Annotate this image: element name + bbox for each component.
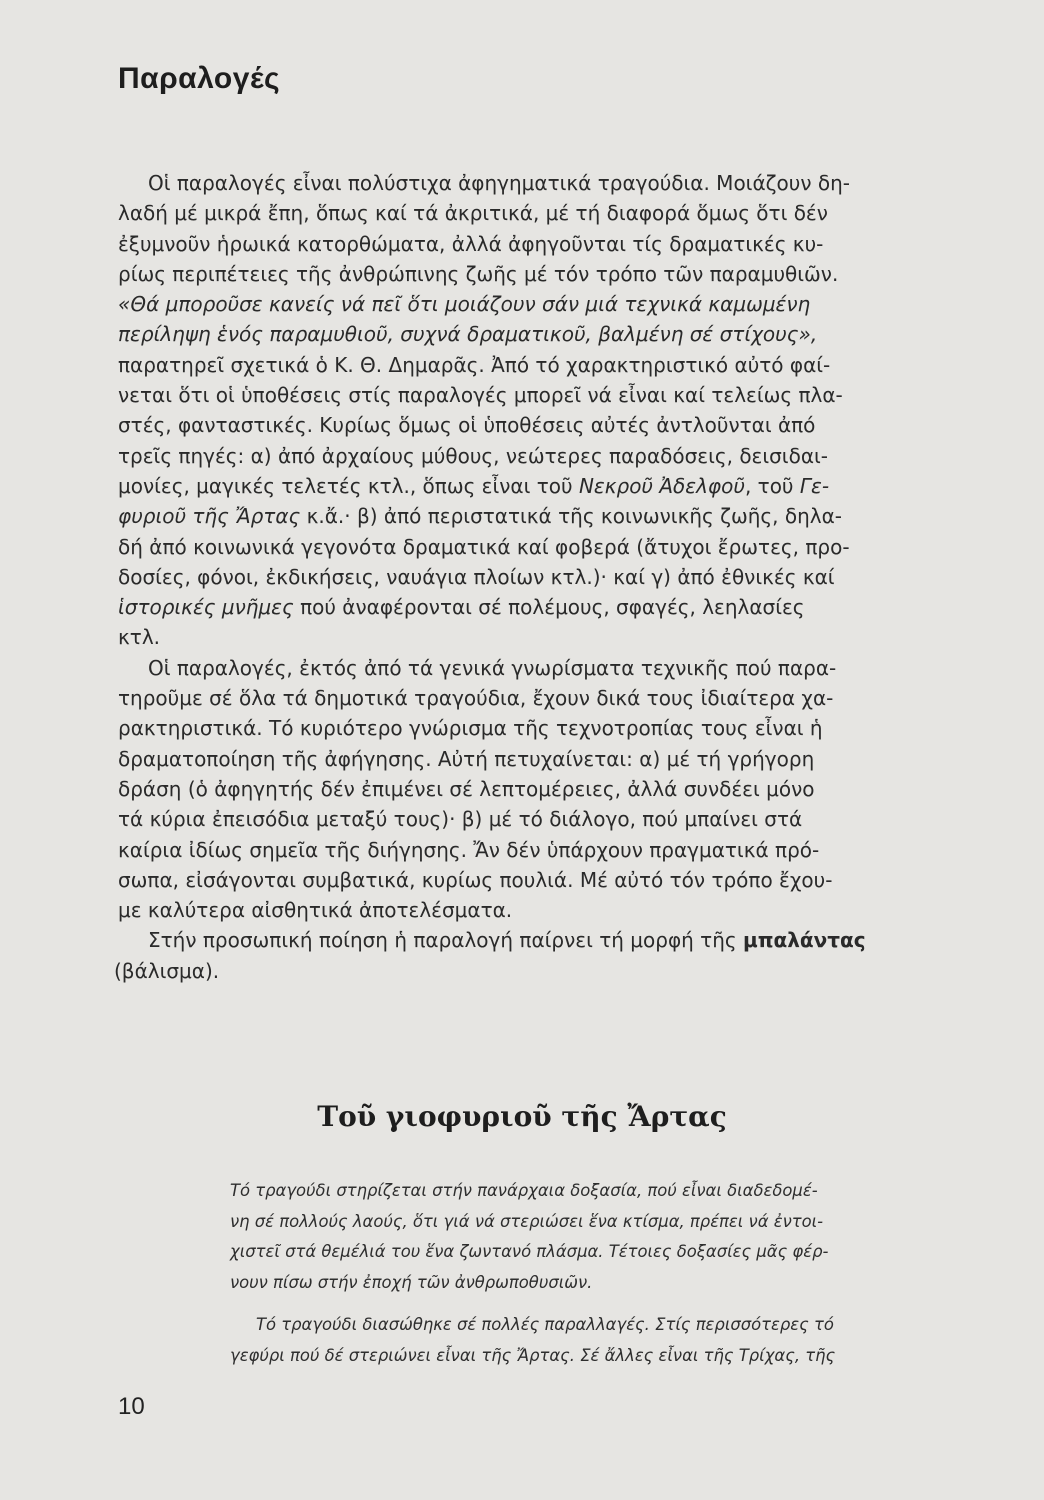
text-line: τρεῖς πηγές: α) ἀπό ἀρχαίους μύθους, νεώτερες παραδόσεις, δεισιδαι- xyxy=(118,443,828,468)
text-span: , τοῦ xyxy=(744,473,800,498)
text-line xyxy=(118,471,958,501)
text-line: Οἱ παραλογές, ἐκτός ἀπό τά γενικά γνωρίσματα τεχνικῆς πού παρα- xyxy=(148,655,837,680)
note-line: Τό τραγούδι στηρίζεται στήν πανάρχαια δοξασία, πού εἶναι διαδεδομέ- xyxy=(230,1181,818,1200)
text-line: (βάλισμα). xyxy=(114,958,220,983)
note-line: γεφύρι πού δέ στεριώνει εἶναι τῆς Ἄρτας. Σέ ἄλλες εἶναι τῆς Τρίχας, τῆς xyxy=(230,1345,836,1365)
note-line: νουν πίσω στήν ἐποχή τῶν ἀνθρωποθυσιῶν. xyxy=(230,1272,593,1292)
text-line: ἐξυμνοῦν ἡρωικά κατορθώματα, ἀλλά ἀφηγοῦνται τίς δραματικές κυ- xyxy=(118,231,824,256)
note-line: χιστεῖ στά θεμέλιά του ἕνα ζωντανό πλάσμα. Τέτοιες δοξασίες μᾶς φέρ- xyxy=(230,1242,829,1261)
text-line: Οἱ παραλογές εἶναι πολύστιχα ἀφηγηματικά τραγούδια. Μοιάζουν δη- xyxy=(148,171,850,195)
text-line: τηροῦμε σέ ὅλα τά δημοτικά τραγούδια, ἔχουν δικά τους ἰδιαίτερα χα- xyxy=(118,686,834,711)
text-line: λαδή μέ μικρά ἔπη, ὅπως καί τά ἀκριτικά, μέ τή διαφορά ὅμως ὅτι δέν xyxy=(118,201,828,226)
song-title-nekrou: Νεκροῦ Ἀδελφοῦ xyxy=(578,473,745,498)
note-line: Τό τραγούδι διασώθηκε σέ πολλές παραλλαγές. Στίς περισσότερες τό xyxy=(256,1315,834,1334)
text-span: μονίες, μαγικές τελετές κτλ., ὅπως εἶναι τοῦ xyxy=(118,473,579,498)
text-line: νεται ὅτι οἱ ὑποθέσεις στίς παραλογές μπορεῖ νά εἶναι καί τελείως πλα- xyxy=(118,383,843,408)
text-line: ρίως περιπέτειες τῆς ἀνθρώπινης ζωῆς μέ τόν τρόπο τῶν παραμυθιῶν. xyxy=(118,261,839,286)
text-line: σωπα, εἰσάγονται συμβατικά, κυρίως πουλιά. Μέ αὐτό τόν τρόπο ἔχου- xyxy=(118,867,833,892)
song-title: Τοῦ γιοφυριοῦ τῆς Ἄρτας xyxy=(317,1100,727,1133)
section-heading: Παραλογές xyxy=(118,62,281,95)
text-line xyxy=(118,592,958,622)
song-title-gefyriou-end: φυριοῦ τῆς Ἄρτας xyxy=(118,504,301,529)
text-line: καίρια ἰδίως σημεῖα τῆς διήγησης. Ἄν δέν ὑπάρχουν πραγματικά πρό- xyxy=(118,837,820,862)
quote-line: «Θά μποροῦσε κανείς νά πεῖ ὅτι μοιάζουν σάν μιά τεχνικά καμωμένη xyxy=(118,292,811,317)
text-line: τά κύρια ἐπεισόδια μεταξύ τους)· β) μέ τό διάλογο, πού μπαίνει στά xyxy=(118,807,803,832)
emphasis-text: ἱστορικές μνῆμες xyxy=(118,595,294,620)
song-title-gefyriou-start: Γε- xyxy=(799,473,830,498)
text-line: ρακτηριστικά. Τό κυριότερο γνώρισμα τῆς τεχνοτροπίας τους εἶναι ἡ xyxy=(118,716,823,741)
text-line: κτλ. xyxy=(118,625,161,650)
section-body xyxy=(114,168,958,986)
text-span: κ.ἄ.· β) ἀπό περιστατικά τῆς κοινωνικῆς ζωῆς, δηλα- xyxy=(300,504,843,529)
text-line: δραματοποίηση τῆς ἀφήγησης. Αὐτή πετυχαίνεται: α) μέ τή γρήγορη xyxy=(118,746,815,771)
text-line: με καλύτερα αἰσθητικά ἀποτελέσματα. xyxy=(118,898,513,923)
text-line: παρατηρεῖ σχετικά ὁ Κ. Θ. Δημαρᾶς. Ἀπό τό χαρακτηριστικό αὐτό φαί- xyxy=(118,352,831,377)
note-line: νη σέ πολλούς λαούς, ὅτι γιά νά στεριώσει ἕνα κτίσμα, πρέπει νά ἐντοι- xyxy=(230,1211,824,1231)
text-line: δοσίες, φόνοι, ἐκδικήσεις, ναυάγια πλοίων κτλ.)· καί γ) ἀπό ἐθνικές καί xyxy=(118,564,835,589)
song-introduction xyxy=(230,1176,972,1371)
text-line xyxy=(118,501,958,531)
quote-line: περίληψη ἑνός παραμυθιοῦ, συχνά δραματικοῦ, βαλμένη σέ στίχους», xyxy=(118,322,818,347)
text-line: στές, φανταστικές. Κυρίως ὅμως οἱ ὑποθέσεις αὐτές ἀντλοῦνται ἀπό xyxy=(118,413,816,438)
emphasis-bold: μπαλάντας xyxy=(742,928,866,953)
page-number: 10 xyxy=(118,1393,145,1420)
text-span: πού ἀναφέρονται σέ πολέμους, σφαγές, λεηλασίες xyxy=(293,595,805,620)
text-line xyxy=(118,925,958,955)
paragraph-gap xyxy=(230,1298,972,1310)
text-line: δράση (ὁ ἀφηγητής δέν ἐπιμένει σέ λεπτομέρειες, ἀλλά συνδέει μόνο xyxy=(118,776,815,801)
text-line: δή ἀπό κοινωνικά γεγονότα δραματικά καί φοβερά (ἄτυχοι ἔρωτες, προ- xyxy=(118,534,850,559)
text-span: Στήν προσωπική ποίηση ἡ παραλογή παίρνει τή μορφή τῆς xyxy=(148,928,743,953)
